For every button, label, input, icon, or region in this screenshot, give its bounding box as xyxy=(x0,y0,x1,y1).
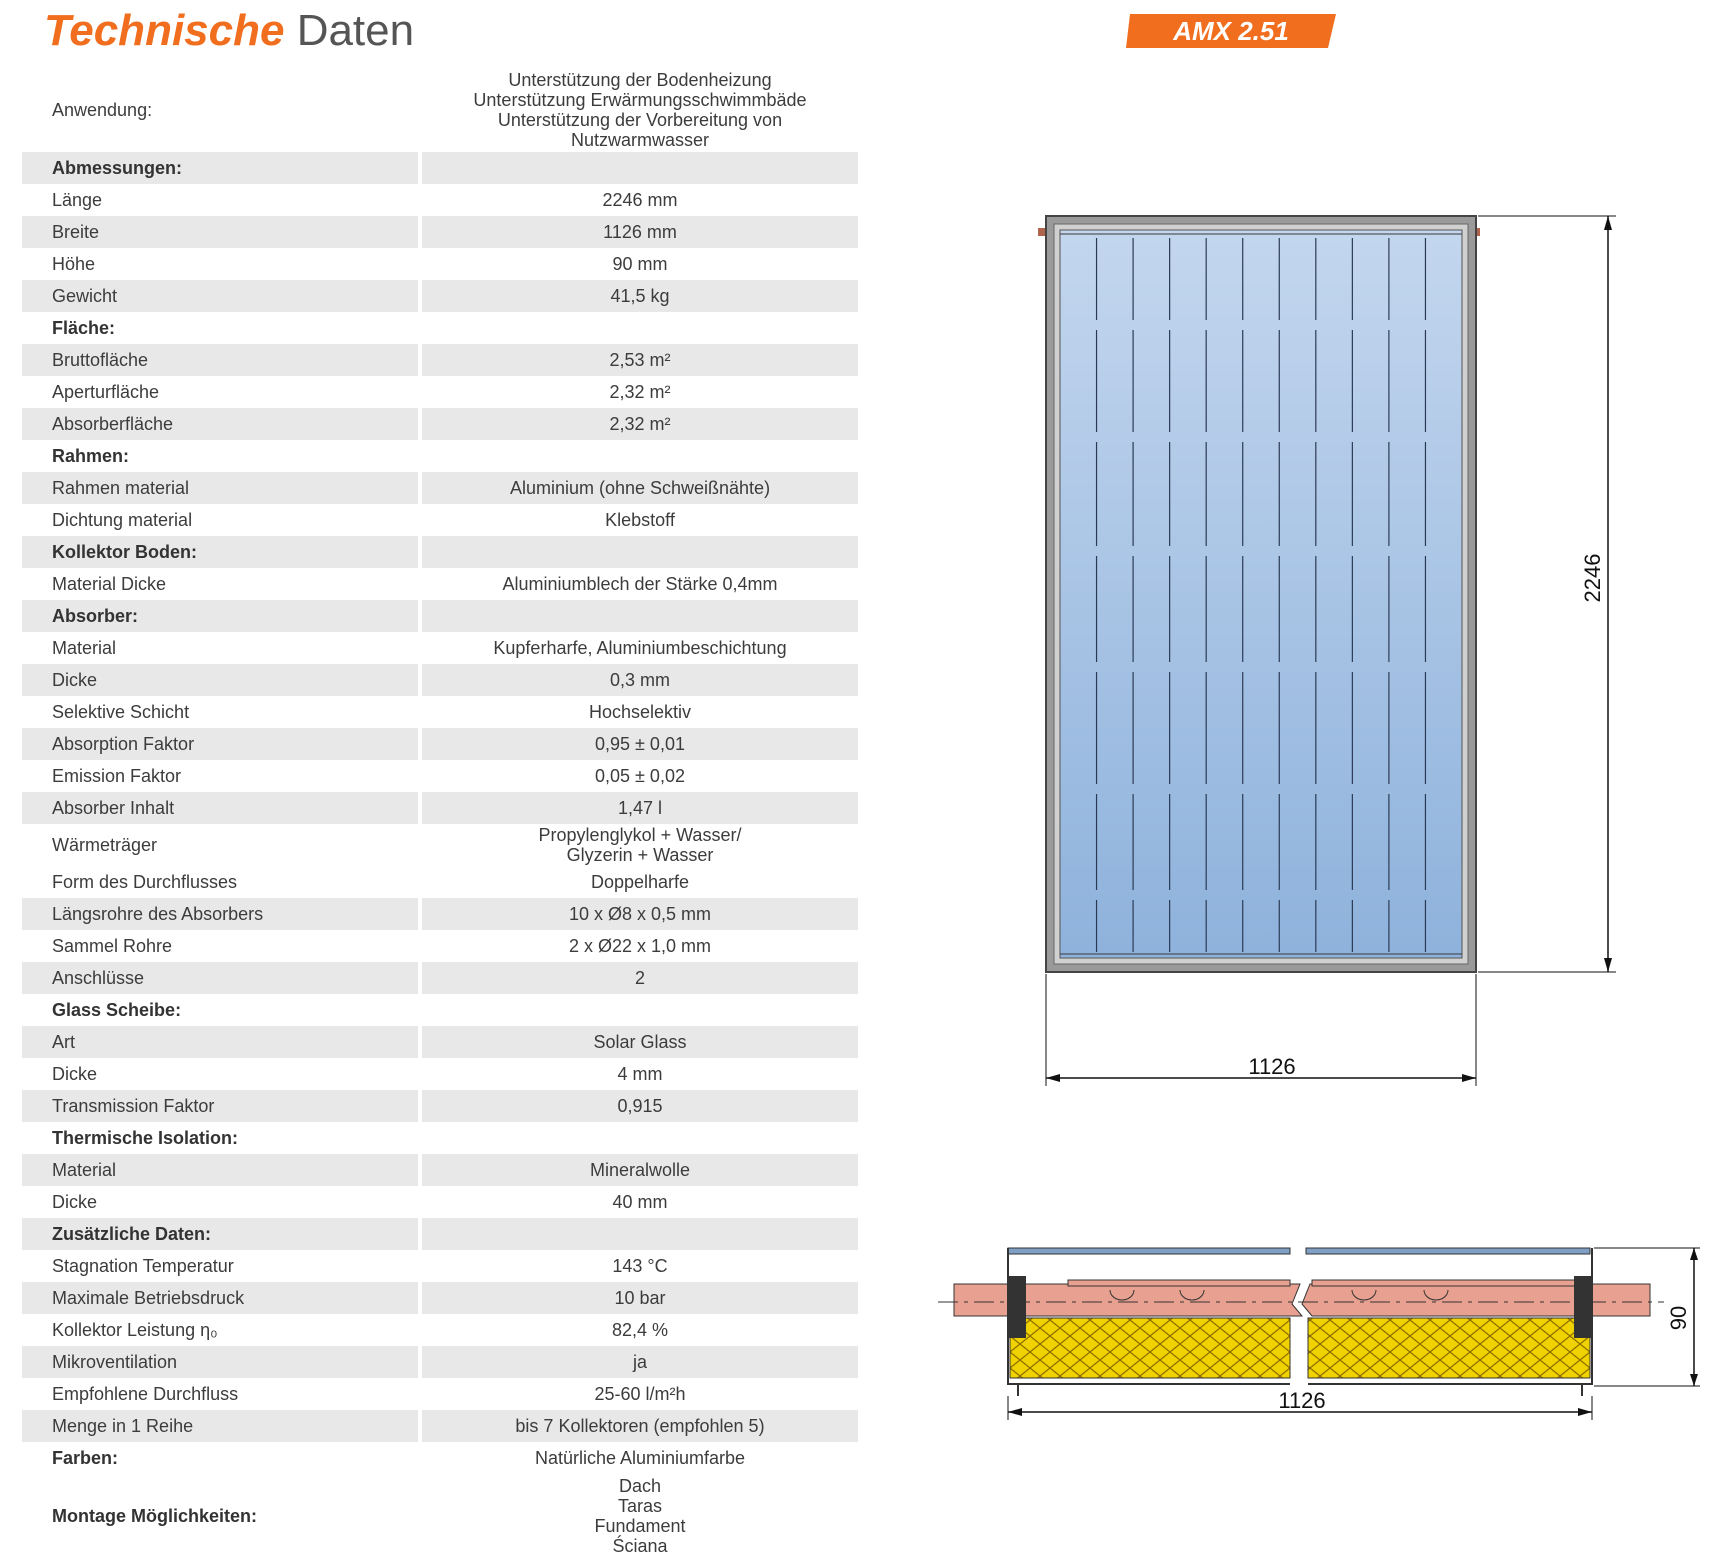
spec-label: Menge in 1 Reihe xyxy=(52,1415,194,1436)
spec-section-label: Absorber: xyxy=(52,605,139,626)
spec-label: Dicke xyxy=(52,669,98,690)
spec-value: Solar Glass xyxy=(593,1031,687,1052)
mounting-line: Ściana xyxy=(612,1536,668,1556)
spec-label: Dicke xyxy=(52,1063,98,1084)
glass-pane xyxy=(1060,230,1462,958)
dimension-height-label: 2246 xyxy=(1580,553,1605,603)
title-bold: Technische xyxy=(44,6,285,55)
spec-section-label: Thermische Isolation: xyxy=(52,1127,239,1148)
spec-label: Gewicht xyxy=(52,285,118,306)
spec-value: 25-60 l/m²h xyxy=(594,1383,686,1404)
application-line: Unterstützung der Vorbereitung von xyxy=(497,110,783,130)
spec-value: 143 °C xyxy=(612,1255,668,1276)
insulation-right xyxy=(1308,1318,1590,1378)
spec-label: Absorberfläche xyxy=(52,413,174,434)
cross-section xyxy=(938,1248,1664,1396)
spec-label: Absorption Faktor xyxy=(52,733,195,754)
spec-value: Doppelharfe xyxy=(590,871,690,892)
spec-value: 10 bar xyxy=(614,1287,666,1308)
spec-label: Mikroventilation xyxy=(52,1351,178,1372)
spec-value: 2,32 m² xyxy=(609,413,671,434)
spec-section-label: Farben: xyxy=(52,1447,119,1468)
dimension-width xyxy=(1046,974,1476,1086)
spec-value: 2 xyxy=(634,967,645,988)
spec-label: Längsrohre des Absorbers xyxy=(52,903,264,924)
dimension-width-label: 1126 xyxy=(1248,1054,1296,1079)
spec-label: Anwendung: xyxy=(52,99,153,120)
spec-label: Kollektor Leistung η₀ xyxy=(52,1319,218,1340)
spec-value: Natürliche Aluminiumfarbe xyxy=(534,1447,746,1468)
spec-label: Empfohlene Durchfluss xyxy=(52,1383,239,1404)
spec-value: 2,53 m² xyxy=(609,349,671,370)
spec-label: Bruttofläche xyxy=(52,349,149,370)
mounting-line: Dach xyxy=(618,1476,662,1496)
spec-value: 2246 mm xyxy=(602,189,678,210)
glass-section-left xyxy=(1008,1248,1290,1254)
spec-value: 10 x Ø8 x 0,5 mm xyxy=(568,903,712,924)
spec-value: Klebstoff xyxy=(605,509,675,530)
spec-value: 1,47 l xyxy=(617,797,663,818)
spec-label: Form des Durchflusses xyxy=(52,871,238,892)
absorber-section-left xyxy=(954,1284,1302,1316)
spec-section-label: Rahmen: xyxy=(52,445,130,466)
spec-value: 41,5 kg xyxy=(610,285,670,306)
spec-label: Länge xyxy=(52,189,103,210)
spec-label: Material Dicke xyxy=(52,573,167,594)
spec-value: Mineralwolle xyxy=(589,1159,691,1180)
spec-label: Montage Möglichkeiten: xyxy=(52,1505,258,1526)
section-dimension-height xyxy=(1594,1248,1700,1386)
spec-label: Emission Faktor xyxy=(52,765,182,786)
spec-label: Selektive Schicht xyxy=(52,701,190,722)
spec-label: Sammel Rohre xyxy=(52,935,173,956)
application-line: Nutzwarmwasser xyxy=(570,130,710,150)
spec-value: 4 mm xyxy=(617,1063,663,1084)
frame-seal-left xyxy=(1008,1276,1026,1338)
spec-label: Rahmen material xyxy=(52,477,190,498)
spec-section-label: Kollektor Boden: xyxy=(52,541,198,562)
spec-label: Wärmeträger xyxy=(52,834,158,855)
spec-section-label: Glass Scheibe: xyxy=(52,999,182,1020)
spec-value: 90 mm xyxy=(612,253,668,274)
spec-label: Breite xyxy=(52,221,100,242)
spec-label: Material xyxy=(52,637,117,658)
spec-label: Höhe xyxy=(52,253,96,274)
spec-value: Hochselektiv xyxy=(588,701,692,722)
spec-label: Dicke xyxy=(52,1191,98,1212)
spec-label: Aperturfläche xyxy=(52,381,160,402)
spec-label: Transmission Faktor xyxy=(52,1095,215,1116)
mounting-line: Fundament xyxy=(594,1516,686,1536)
spec-label: Maximale Betriebsdruck xyxy=(52,1287,245,1308)
spec-value: Kupferharfe, Aluminiumbeschichtung xyxy=(493,637,787,658)
spec-value: Aluminium (ohne Schweißnähte) xyxy=(509,477,771,498)
spec-value: 40 mm xyxy=(612,1191,668,1212)
dimension-height xyxy=(1478,216,1616,972)
spec-label: Anschlüsse xyxy=(52,967,145,988)
section-width-label: 1126 xyxy=(1278,1388,1326,1413)
spec-value: 2,32 m² xyxy=(609,381,671,402)
spec-value: 0,05 ± 0,02 xyxy=(595,765,685,786)
spec-value: bis 7 Kollektoren (empfohlen 5) xyxy=(515,1415,765,1436)
application-line: Unterstützung der Bodenheizung xyxy=(508,70,772,90)
spec-section-label: Abmessungen: xyxy=(52,157,183,178)
spec-label: Absorber Inhalt xyxy=(52,797,175,818)
spec-value: 0,915 xyxy=(617,1095,663,1116)
application-line: Unterstützung Erwärmungsschwimmbäde xyxy=(473,90,807,110)
heat-carrier-line: Glyzerin + Wasser xyxy=(566,845,714,865)
spec-value: 0,95 ± 0,01 xyxy=(595,733,685,754)
model-name: AMX 2.51 xyxy=(1173,16,1289,46)
spec-value: 2 x Ø22 x 1,0 mm xyxy=(568,935,712,956)
spec-label: Material xyxy=(52,1159,117,1180)
mounting-line: Taras xyxy=(617,1496,662,1516)
section-dimension-width xyxy=(1008,1388,1592,1420)
frame-seal-right xyxy=(1574,1276,1592,1338)
front-view xyxy=(1038,216,1480,972)
spec-value: Aluminiumblech der Stärke 0,4mm xyxy=(502,573,778,594)
spec-section-label: Zusätzliche Daten: xyxy=(52,1223,212,1244)
spec-label: Stagnation Temperatur xyxy=(52,1255,234,1276)
spec-label: Dichtung material xyxy=(52,509,193,530)
spec-label: Art xyxy=(52,1031,76,1052)
glass-section-right xyxy=(1306,1248,1590,1254)
title-regular: Daten xyxy=(296,6,415,55)
spec-value: ja xyxy=(632,1351,647,1372)
spec-value: 82,4 % xyxy=(611,1319,669,1340)
spec-value: 0,3 mm xyxy=(609,669,670,690)
spec-section-label: Fläche: xyxy=(52,317,116,338)
spec-value: 1126 mm xyxy=(603,221,677,242)
heat-carrier-line: Propylenglykol + Wasser/ xyxy=(538,825,742,845)
absorber-section-right xyxy=(1302,1284,1650,1316)
section-height-label: 90 xyxy=(1666,1305,1691,1331)
insulation-left xyxy=(1010,1318,1290,1378)
